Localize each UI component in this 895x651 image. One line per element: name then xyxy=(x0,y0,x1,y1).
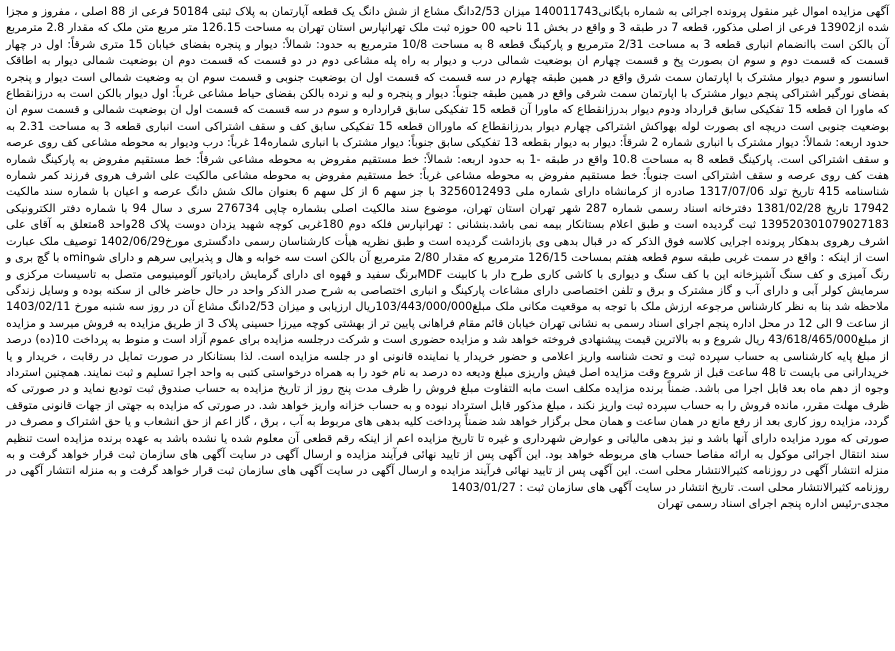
notice-body: آگهی مزایده اموال غیر منقول پرونده اجرائی به شماره بایگانی140011743 میزان 2/53دانگ مشاع از شش دانگ یک قطعه آپارتمان به پلاک ثبتی 50184 فرعی از 88 اصلی ، مفروز و مجزا شده از13902 فرعی از اصلی مذکور، قطعه 7 در طبقه 3 و واقع در بخش 11 ناحیه 00 حوزه ثبت ملک تهرانپارس استان تهران به مساحت 126.15 متر مربع متن ملک که مقدار 2.8 مترمربع آن بالکن است باانضمام انباری قطعه 3 به مساحت 2/31 مترمربع و پارکینگ قطعه 8 به مساحت 10/8 مترمربع به حدود: شمالاً: دیوار و پنجره بفضای خیابان 15 متری شرقاً: اول در چهار قسمت که قسمت دوم و سوم ان بصورت پخ و قسمت چهارم ان بوضعیت شمالی درب و دیوار به راه پله مشاعی دوم در دو قسمت که قسمت دوم ان بوضعیت شمالی دیوار به اطاقک اسانسور و سوم دیوار مشترک با اپارتمان سمت شرق واقع در همین طبقه چهارم در سه قسمت که قسمت اول ان بوضعیت جنوبی و قسمت سوم ان به وضعیت شمالی است دیوار و پنجره بفضای نورگیر اشتراکی پنجم دیوار مشترک با اپارتمان سمت شرقی واقع در همین طبقه جنوباً: دیوار و پنجره و لبه و نرده بالکن بفضای حیاط مشاعی غرباً: اول دیوار بالکن است به درزانقطاع که ماورا ان قطعه 15 تفکیکی سابق قرارداد ودوم دیوار بدرزانقطاع که ماورا آن قطعه 15 تفکیکی سابق قرارداره و سوم در سه قسمت که قسمت اول ان بوضعیت شمالی و قسمت سوم ان بوضعیت جنوبی است دریچه ای بصورت لوله بهواکش اشتراکی چهارم دیوار بدرزانقطاع که ماوراان قطعه 15 تفکیکی سابق کف و سقف اشتراکی است انباری قطعه 3 به مساحت 2.31 به حدود اربعه: شمالاً: دیوار مشترک با انباری شماره 2 شرقاً: دیوار به دیوار بقطعه 13 تفکیکی سابق جنوباً: دیوار مشترک با انباری شماره14 غرباً: درب ودیوار به محوطه مشاعی کف روی عرصه و سقف اشتراکی است. پارکینگ قطعه 8 به مساحت 10.8 واقع در طبقه -1 به حدود اربعه: شمالاً: خط مستقیم مفروض به محوطه مشاعی شرقاً: خط مستقیم مفروض به پارکینگ شماره هفت کف روی عرصه و سقف اشتراکی است جنوباً: خط مستقیم مفروض به محوطه مشاعی غرباً: خط مستقیم مفروض به محوطه مشاعی مالکیت علی اشرف هروی فرزند کمر شماره شناسنامه 415 تاریخ تولد 1317/07/06 صادره از کرمانشاه دارای شماره ملی 3256012493 با جز سهم 6 از کل سهم 6 بعنوان مالک شش دانگ عرصه و اعیان با شماره سند مالکیت 17942 تاریخ 1381/02/28 دفترخانه اسناد رسمی شماره 287 شهر تهران استان تهران، موضوع سند مالکیت اصلی بشماره چاپی 276734 سری د سال 94 با شماره دفتر الکترونیکی 139520301079027183 ثبت گردیده است و طبق اعلام بستانکار بیمه نمی باشد.بنشانی : تهرانپارس فلکه دوم 180غربی کوچه شهید یزدان دوست پلاک 28واحد 8متعلق به آقای علی اشرف رهروی بدهکار پرونده اجرایی کلاسه فوق الذکر که در قبال بدهی وی بازداشت گردیده است و طبق نظریه هیأت کارشناسان رسمی دادگستری مورخ1402/06/29 توصیف ملک عبارت است از اینکه : واقع در سمت غربی طبقه سوم قطعه هفتم بمساحت 126/15 مترمربع که مقدار 2/80 مترمربع آن بالکن است سه خوابه و هال و پذیرایی سرهم و دارای شوminه با گچ بری و رنگ آمیزی و کف سنگ آشپزخانه این با کف سنگ و دیواری با کاشی کاری طرح دار با کابینت MDFبرنگ سفید و قهوه ای دارای گرمایش رادیاتور آلومینیومی متصل به تاسیسات مرکزی و سرمایش کولر آبی و دارای آب و گاز مشترک و برق و تلفن اختصاصی دارای مشاعات پارکینگ و انباری اختصاصی به شرح صدر الذکر واحد در حال حاضر خالی از سکنه بوده و وسایل زندگی ملاحظه شد بنا به نظر کارشناس مرجوعه ارزش ملک با توجه به موقعیت مکانی ملک مبلغ103/443/000/000ریال ارزیابی و میزان 2/53دانگ مشاع آن در روز سه شنبه مورخ 1403/02/11 از ساعت 9 الی 12 در محل اداره پنجم اجرای اسناد رسمی به نشانی تهران خیابان قائم مقام فراهانی پایین تر از بهشتی کوچه میرزا حسینی پلاک 3 از طریق مزایده به فروش میرسد و مزایده از مبلغ43/618/465/000 ریال شروع و به بالاترین قیمت پیشنهادی فروخته خواهد شد و مزایده حضوری است و شرکت درجلسه مزایده برای عموم آزاد است و منوط به پرداخت 10(ده) درصد از مبلغ پایه کارشناسی به حساب سپرده ثبت و تحت شناسه واریز اعلامی و حضور خریدار یا نماینده قانونی او در جلسه مزایده است. لذا بستانکار در صورت تمایل در رقابت ، خریدار و یا خریدارانی می بایست تا 48 ساعت قبل از شروع وقت مزایده اصل فیش واریزی مبلغ ودیعه ده درصد به نام خود را به همراه درخواستی کتبی به واحد اجرا تسلیم و ثبت نمایند. همچنین استرداد وجوه از دهم ماه بعد قابل اجرا می باشد. ضمناً برنده مزایده مکلف است مابه التفاوت مبلغ فروش را ظرف مدت پنج روز از تاریخ مزایده به حساب صندوق ثبت تودیع نماید و در صورتی که ظرف مهلت مقرر، مانده فروش را به حساب سپرده ثبت واریز نکند ، مبلغ مذکور قابل استرداد نبوده و به حساب خزانه واریز خواهد شد. در صورتی که مزایده به جهتی از جهات قانونی متوقف گردد، مزایده روز کاری بعد از رفع مانع در همان ساعت و همان محل برگزار خواهد شد ضمناً پرداخت کلیه بدهی های مربوط به آب ، برق ، گاز اعم از حق انشعاب و یا حق اشتراک و مصرف در صورتی که مورد مزایده دارای آنها باشد و نیز بدهی مالیاتی و عوارض شهرداری و غیره تا تاریخ مزایده اعم از اینکه رقم قطعی آن معلوم شده یا نشده باشد به عهده برنده مزایده است تنظیم سند انتقال اجرائی موکول به ارائه مفاصا حساب های مربوطه خواهد بود. این آگهی پس از تایید نهائی فرآیند مزایده و ارسال آگهی در سایت آگهی های سازمان ثبت قرار خواهد گرفت و به منزله انتشار آگهی در روزنامه کثیرالانتشار محلی است. این آگهی پس از تایید نهائی فرآیند مزایده و ارسال آگهی در سایت آگهی های سازمان ثبت قرار خواهد گرفت و به منزله انتشار آگهی در روزنامه کثیرالانتشار محلی است. تاریخ انتشار در سایت آگهی های سازمان ثبت : 1403/01/27 xyxy=(6,5,890,494)
auction-notice xyxy=(6,4,889,513)
notice-signature: مجدی-رئیس اداره پنجم اجرای اسناد رسمی تهران xyxy=(657,497,889,511)
